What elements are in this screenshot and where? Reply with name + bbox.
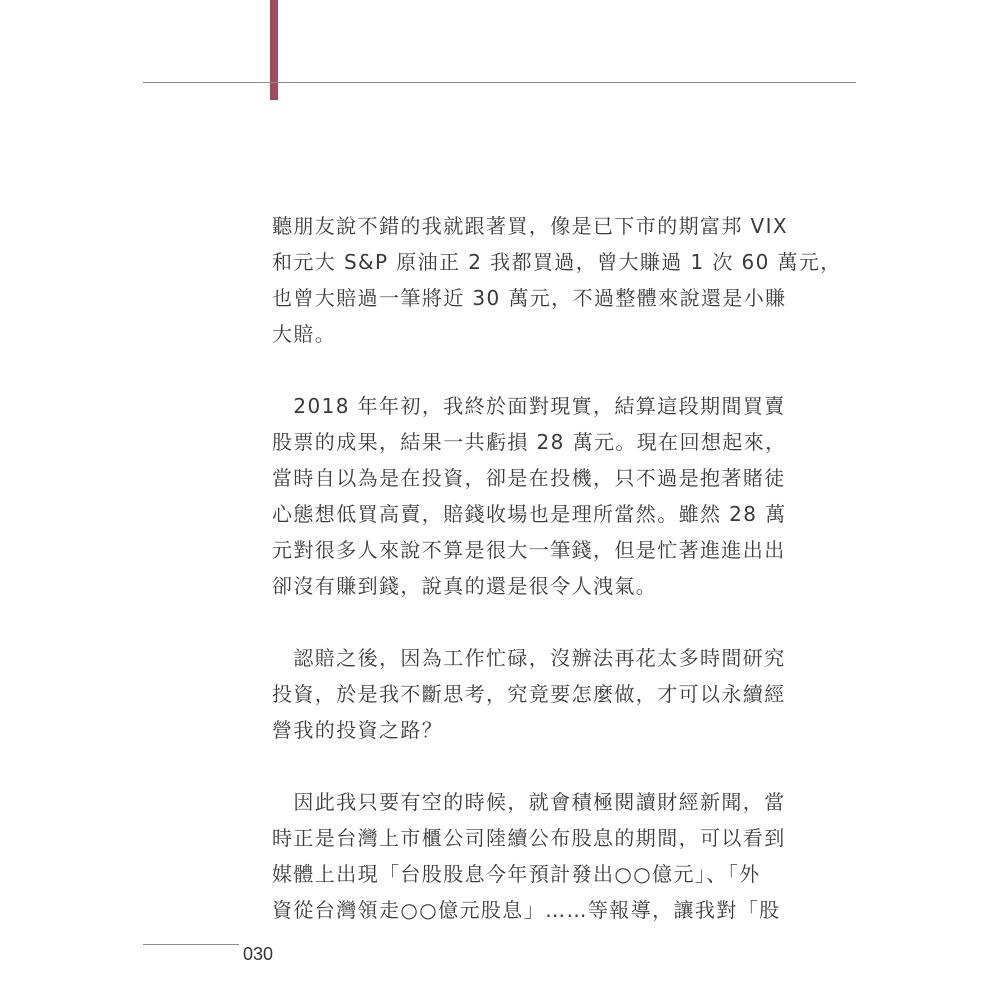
text-line: 當時自以為是在投資，卻是在投機，只不過是抱著賭徒 (272, 466, 786, 490)
text-line: 卻沒有賺到錢，說真的還是很令人洩氣。 (272, 574, 658, 598)
text-line: 股票的成果，結果一共虧損 28 萬元。現在回想起來， (272, 430, 787, 454)
text-line: 也曾大賠過一筆將近 30 萬元，不過整體來說還是小賺 (272, 286, 787, 310)
text-line: 和元大 S&P 原油正 2 我都買過，曾大賺過 1 次 60 萬元， (272, 250, 842, 274)
text-line: 資從台灣領走○○億元股息」……等報導，讓我對「股 (272, 898, 781, 922)
text-line: 營我的投資之路？ (272, 718, 444, 742)
page-number: 030 (243, 944, 274, 964)
text-line: 認賠之後，因為工作忙碌，沒辦法再花太多時間研究 (272, 646, 786, 670)
text-line: 媒體上出現「台股股息今年預計發出○○億元」、「外 (272, 862, 761, 886)
body-text (272, 208, 842, 964)
header-accent-bar (270, 0, 278, 100)
text-line: 大賠。 (272, 322, 337, 346)
text-line: 投資，於是我不斷思考，究竟要怎麼做，才可以永續經 (272, 682, 786, 706)
footer-rule (143, 944, 239, 945)
text-line: 因此我只要有空的時候，就會積極閱讀財經新聞，當 (272, 790, 786, 814)
paragraph-3 (272, 640, 786, 748)
paragraph-2 (272, 388, 787, 604)
paragraph-4 (272, 784, 786, 928)
text-line: 2018 年年初，我終於面對現實，結算這段期間買賣 (272, 394, 786, 418)
header-rule (143, 82, 856, 83)
paragraph-1 (272, 208, 842, 352)
text-line: 元對很多人來說不算是很大一筆錢，但是忙著進進出出 (272, 538, 786, 562)
text-line: 聽朋友說不錯的我就跟著買，像是已下市的期富邦 VIX (272, 214, 789, 238)
text-line: 時正是台灣上市櫃公司陸續公布股息的期間，可以看到 (272, 826, 786, 850)
text-line: 心態想低買高賣，賠錢收場也是理所當然。雖然 28 萬 (272, 502, 787, 526)
